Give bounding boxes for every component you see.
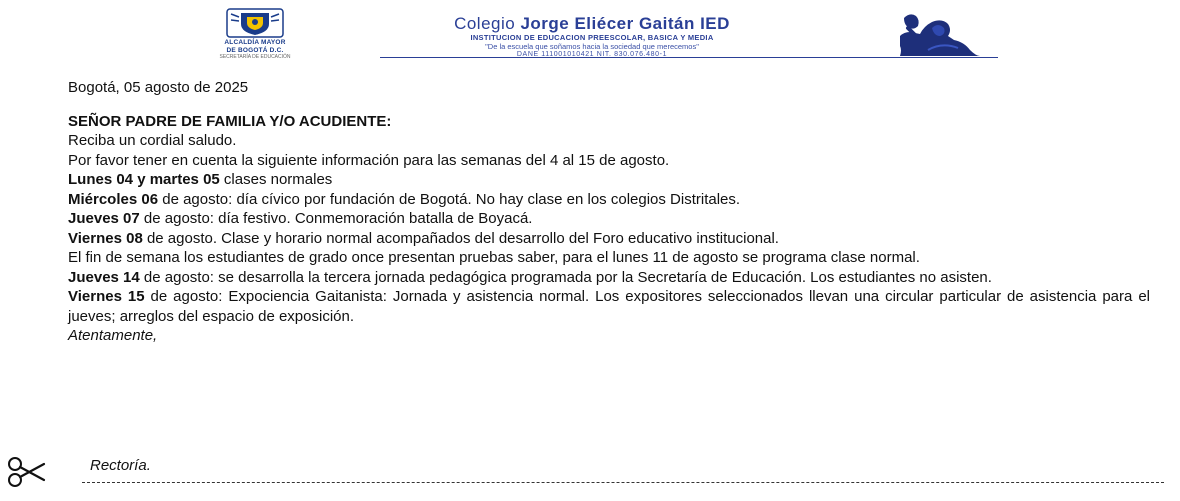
letterhead (0, 0, 1180, 62)
schedule-item-day: Jueves 07 (68, 210, 140, 227)
letter-date: Bogotá, 05 agosto de 2025 (68, 79, 249, 96)
school-identifiers: DANE 111001010421 NIT. 830.076.480-1 (516, 51, 668, 58)
schedule-item (68, 287, 1150, 326)
schedule-item-text: de agosto: se desarrolla la tercera jornada pedagógica programada por la Secretaría de Educación. Los estudiantes no asisten. (139, 268, 992, 286)
schedule-item (68, 170, 1150, 190)
schedule-item-day: Lunes 04 y martes 05 (68, 171, 220, 188)
letter-salutation: SEÑOR PADRE DE FAMILIA Y/O ACUDIENTE: (68, 112, 392, 130)
letter-intro: Por favor tener en cuenta la siguiente información para las semanas del 4 al 15 de agosto. (68, 151, 670, 169)
schedule-item-day: Viernes 15 (68, 288, 145, 305)
letter-body (68, 78, 1150, 346)
schedule-item-text: de agosto: día cívico por fundación de Bogotá. No hay clase en los colegios Distritales. (158, 190, 741, 208)
header-divider (380, 57, 998, 58)
school-title (368, 15, 816, 32)
schedule-item-text: de agosto: día festivo. Conmemoración batalla de Boyacá. (139, 210, 533, 227)
bogota-coat-of-arms-icon (226, 8, 284, 38)
schedule-item-text: de agosto. Clase y horario normal acompañados del desarrollo del Foro educativo institucional. (142, 229, 779, 247)
schedule-item (68, 190, 1150, 210)
cut-line-divider (82, 482, 1164, 483)
school-heading (368, 15, 816, 58)
logo-caption-line1: ALCALDÍA MAYOR (224, 39, 286, 46)
logo-caption-line2: DE BOGOTÁ D.C. (226, 47, 284, 54)
school-name: Jorge Eliécer Gaitán IED (520, 14, 730, 33)
schedule-item (68, 248, 1150, 268)
school-motto: "De la escuela que soñamos hacia la sociedad que merecemos" (485, 41, 699, 51)
logo-caption-line3: SECRETARÍA DE EDUCACIÓN (219, 54, 291, 60)
schedule-item-text: El fin de semana los estudiantes de grado once presentan pruebas saber, para el lunes 11 de agosto se programa clase normal. (68, 249, 920, 266)
schedule-item (68, 209, 1150, 229)
schedule-item-text: clases normales (219, 171, 333, 188)
bogota-mayor-logo (200, 8, 310, 60)
scissors-icon (6, 454, 46, 490)
schedule-item-day: Viernes 08 (68, 229, 143, 247)
letter-signature: Rectoría. (90, 457, 151, 474)
letter-greeting: Reciba un cordial saludo. (68, 132, 237, 149)
schedule-item (68, 229, 1150, 249)
schedule-item (68, 268, 1150, 288)
gaitan-portrait-logo (898, 10, 984, 56)
school-subtitle: INSTITUCION DE EDUCACION PREESCOLAR, BASICA Y MEDIA (470, 33, 714, 42)
letter-closing: Atentamente, (68, 327, 158, 344)
school-title-prefix: Colegio (454, 14, 521, 33)
schedule-item-day: Miércoles 06 (68, 190, 159, 208)
schedule-item-text: de agosto: Expociencia Gaitanista: Jornada y asistencia normal. Los expositores seleccionados llevan una circular particular de asistencia para el jueves; arreglos del espacio de exposición. (68, 288, 1150, 325)
schedule-item-day: Jueves 14 (68, 268, 140, 286)
